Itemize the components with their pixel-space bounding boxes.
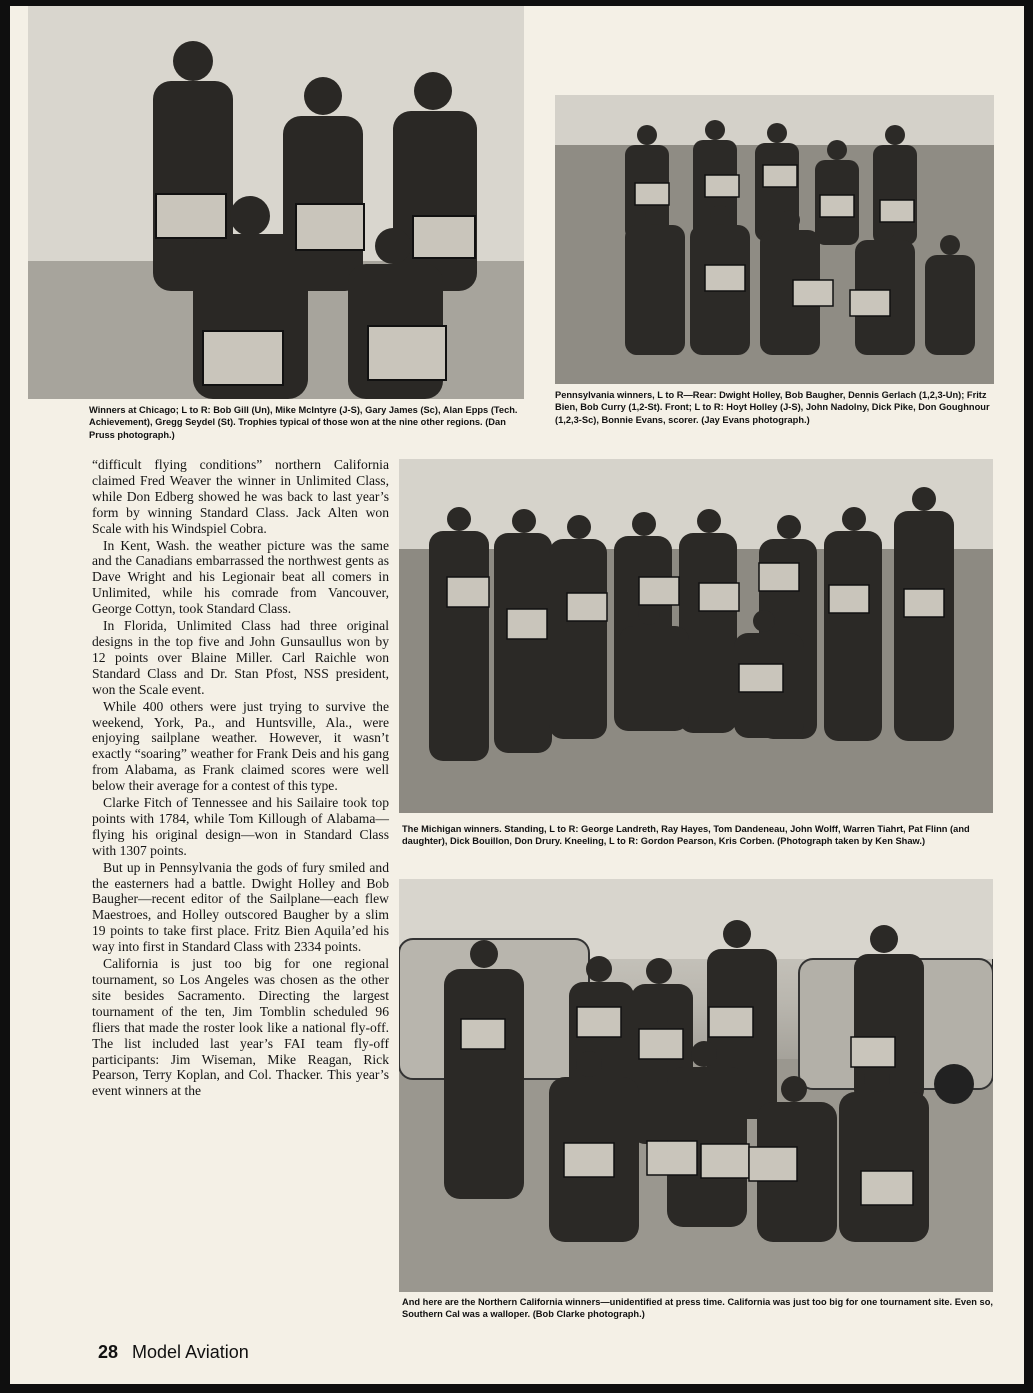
northern-california-winners-photo — [399, 879, 993, 1292]
article-paragraph: “difficult flying conditions” northern California claimed Fred Weaver the winner in Unlimited Class, while Don Edberg showed he was back to last year’s form by winning Standard Class. Jack Alten won Scale with his Windspiel Cobra. — [92, 457, 389, 536]
magazine-page — [10, 6, 1024, 1384]
article-paragraph: In Florida, Unlimited Class had three original designs in the top five and John Gunsaullus won by 12 points over Blaine Miller. Carl Raichle won Standard Class and Dr. Stan Pfost, NSS president, won the Scale event. — [92, 618, 389, 697]
article-paragraph: While 400 others were just trying to survive the weekend, York, Pa., and Huntsville, Ala., were enjoying sailplane weather. However, it wasn’t exactly “soaring” weather for Frank Deis and his gang from Alabama, as Frank claimed scores were well below their average for a contest of this type. — [92, 698, 389, 794]
chicago-photo-caption: Winners at Chicago; L to R: Bob Gill (Un), Mike McIntyre (J-S), Gary James (Sc), Alan Epps (Tech. Achievement), Gregg Seydel (St). Trophies typical of those won at the nine other regions. (Dan Pruss photograph.) — [89, 405, 518, 440]
michigan-winners-photo — [399, 459, 993, 813]
magazine-title: Model Aviation — [132, 1342, 249, 1362]
article-paragraph: But up in Pennsylvania the gods of fury smiled and the easterners had a battle. Dwight Holley and Bob Baugher—recent editor of the Sailplane—each flew Maestroes, and Holley outscored Baugher by a slim 19 points to take first place. Fritz Bien Aquila’ed his way into first in Standard Class with 2334 points. — [92, 859, 389, 955]
chicago-winners-photo — [28, 6, 524, 399]
page-number: 28 — [98, 1342, 119, 1362]
michigan-photo-caption: The Michigan winners. Standing, L to R: George Landreth, Ray Hayes, Tom Dandeneau, John Wolff, Warren Tiahrt, Pat Flinn (and daughter), Dick Bouillon, Don Drury. Kneeling, L to R: Gordon Pearson, Kris Corben. (Photograph taken by Ken Shaw.) — [402, 824, 970, 847]
article-paragraph: In Kent, Wash. the weather picture was the same and the Canadians embarrassed the northwest gents as Dave Wright and his Legionair beat all comers in Unlimited, while his comrade from Vancouver, George Cottyn, took Standard Class. — [92, 537, 389, 617]
northern-california-photo-caption: And here are the Northern California winners—unidentified at press time. California was just too big for one tournament site. Even so, Southern Cal was a walloper. (Bob Clarke photograph.) — [402, 1297, 993, 1320]
article-paragraph: California is just too big for one regional tournament, so Los Angeles was chosen as the other site besides Sacramento. Directing the largest tournament of the ten, Jim Tomblin scheduled 96 fliers that made the roster look like a national fly-off. The list included last year’s FAI team fly-off participants: Jim Wiseman, Mike Reagan, Rick Pearson, Terry Koplan, and Col. Thacker. This year’s event winners at the — [92, 956, 389, 1099]
article-body — [92, 457, 389, 1100]
article-paragraph: Clarke Fitch of Tennessee and his Sailaire took top points with 1784, while Tom Killough of Alabama—flying his original design—won in Standard Class with 1307 points. — [92, 795, 389, 858]
page-footer — [98, 1342, 249, 1363]
pennsylvania-winners-photo — [555, 95, 994, 384]
pennsylvania-photo-caption: Pennsylvania winners, L to R—Rear: Dwight Holley, Bob Baugher, Dennis Gerlach (1,2,3-Un); Fritz Bien, Bob Curry (1,2-St). Front; L to R: Hoyt Holley (J-S), John Nadolny, Dick Pike, Don Goughnour (1,2,3-Sc), Bonnie Evans, scorer. (Jay Evans photograph.) — [555, 390, 990, 425]
